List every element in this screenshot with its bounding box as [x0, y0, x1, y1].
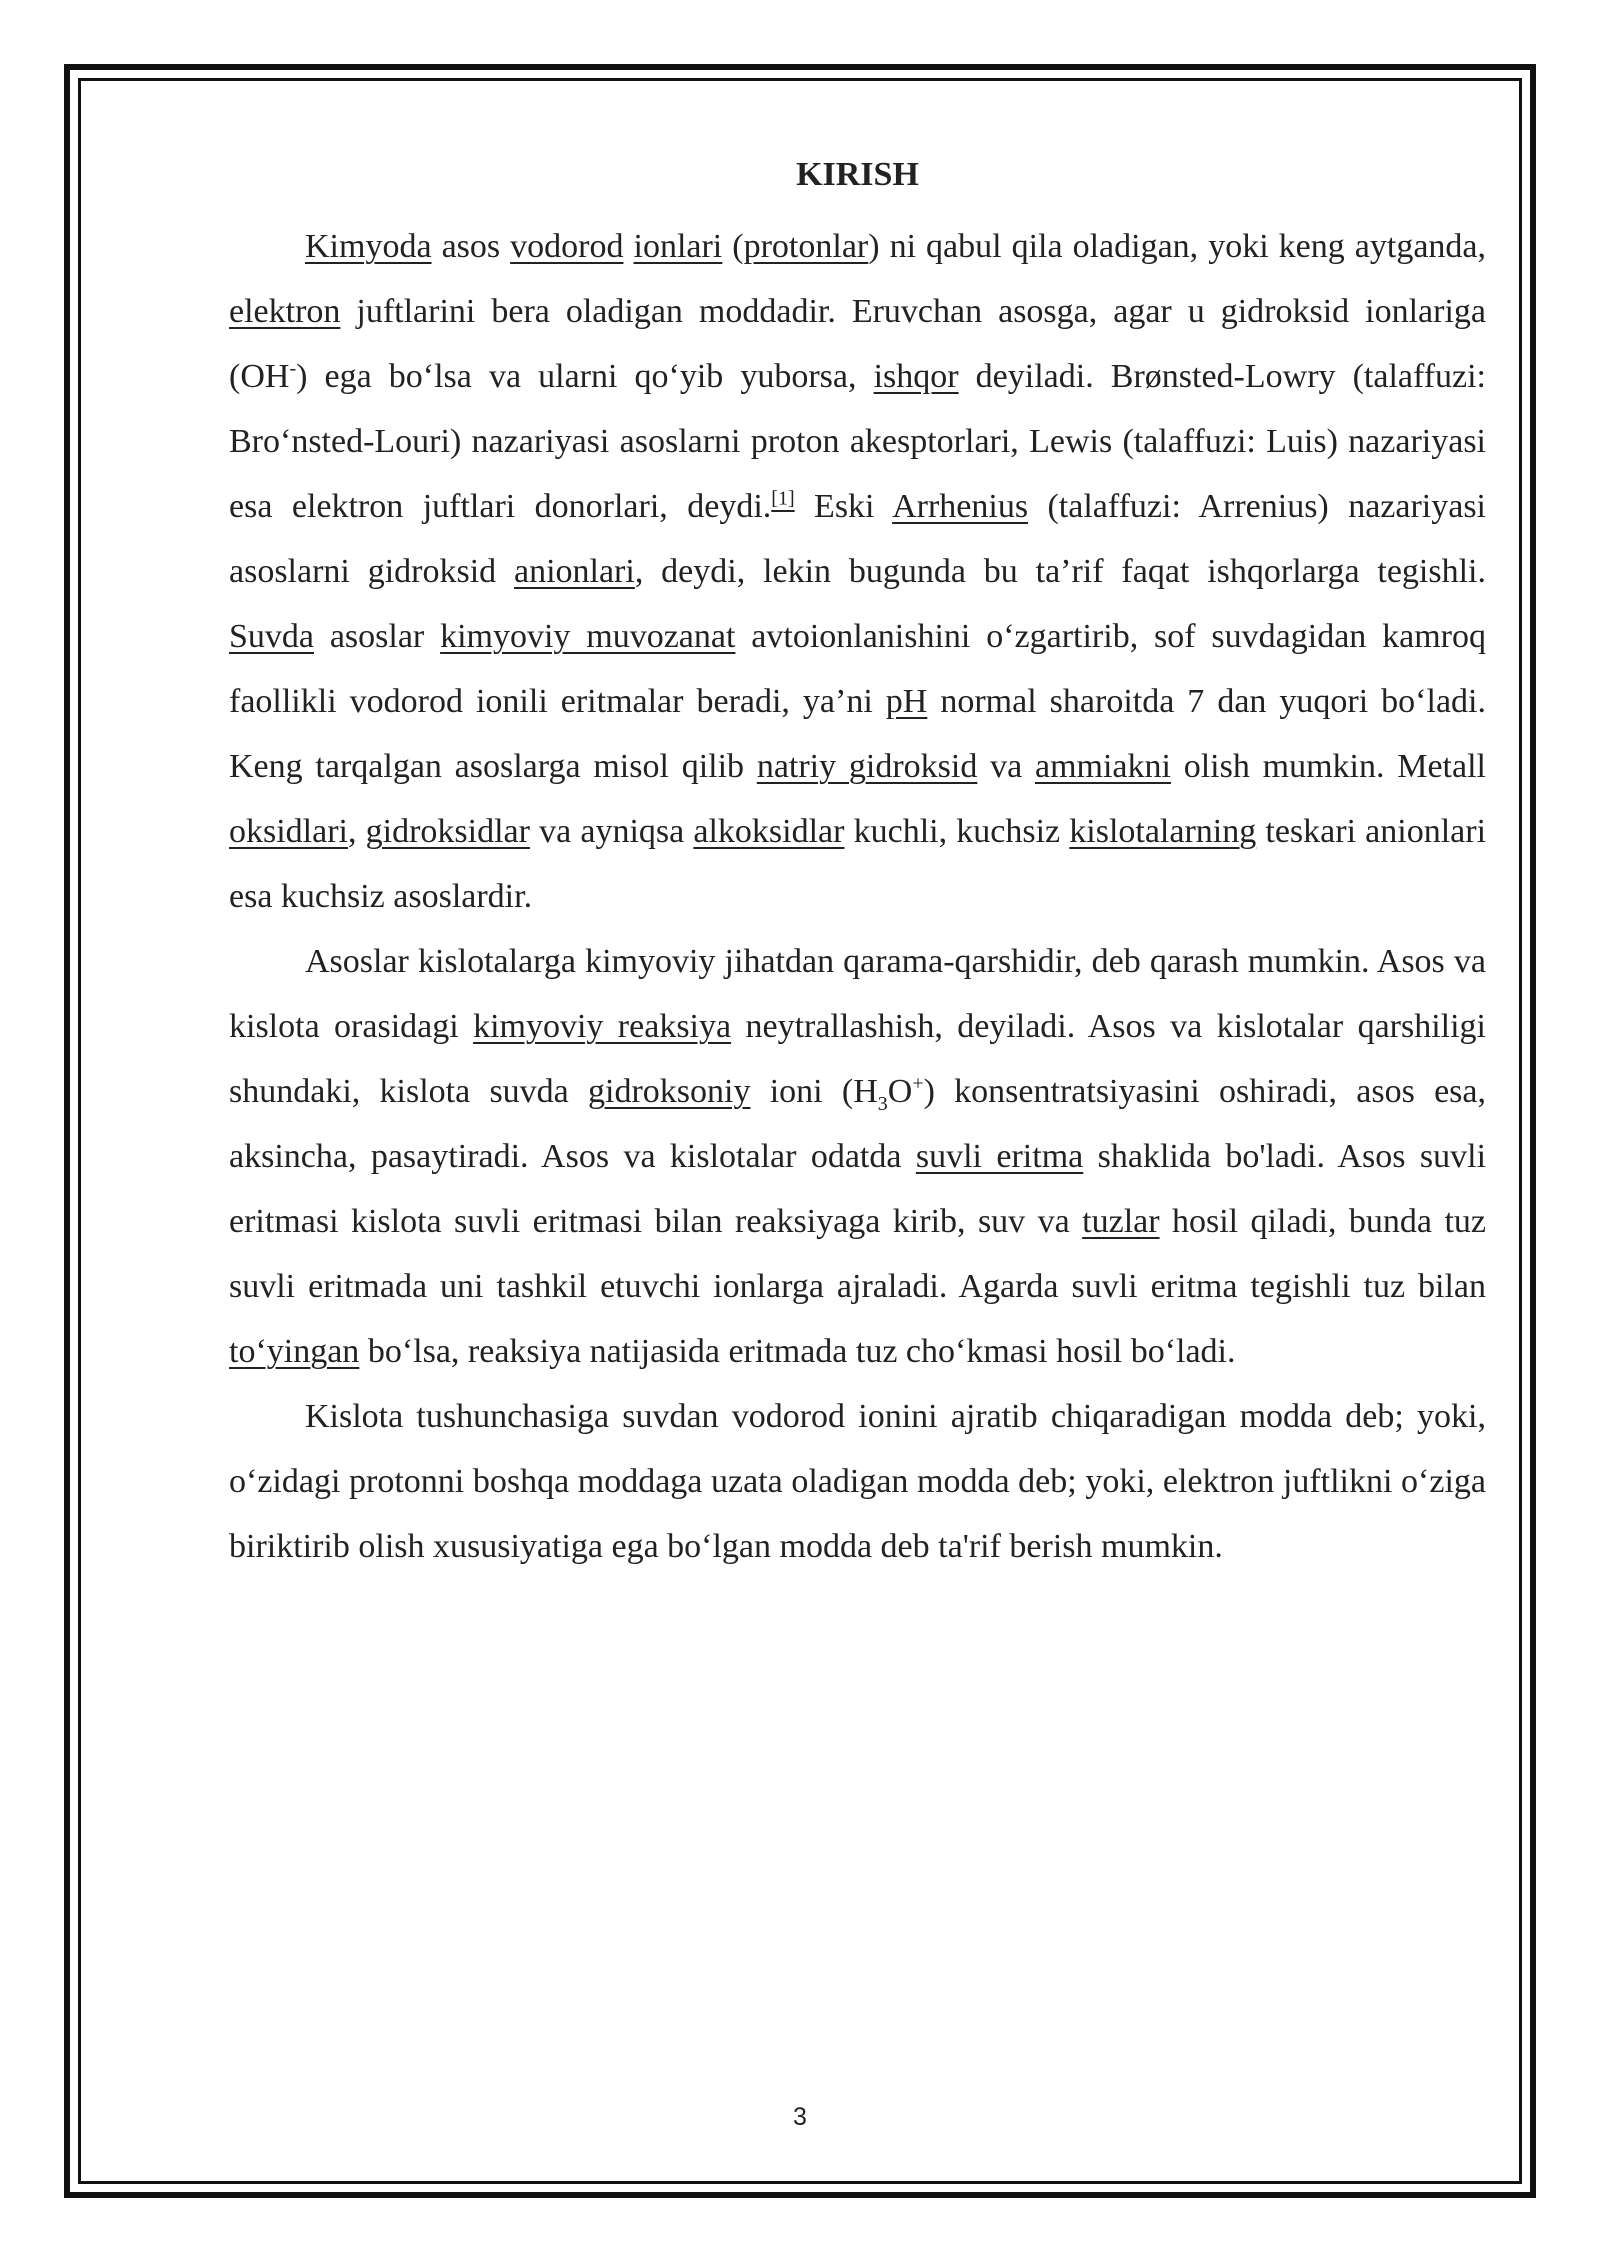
text-run: kuchli, kuchsiz: [844, 813, 1070, 850]
link-term[interactable]: Kimyoda: [305, 228, 432, 265]
text-run: shaklida bo'ladi. Asos suvli eritmasi kislota suvli eritmasi bilan reaksiyaga kirib, suv va: [229, 1138, 1487, 1240]
link-term[interactable]: Suvda: [229, 618, 314, 655]
link-term[interactable]: pH: [885, 683, 928, 720]
text-run: asoslar: [314, 618, 441, 655]
text-run: ) konsentratsiyasini oshiradi, asos esa, aksincha, pasaytiradi. Asos va kislotalar odatda: [229, 1073, 1486, 1175]
text-run: deyiladi. Brønsted-Lowry (talaffuzi: Bro‘nsted-Louri) nazariyasi asoslarni proton akesptorlari, Lewis (talaffuzi: Luis) nazariyasi esa elektron juftlari donorlari, deydi.: [229, 358, 1487, 525]
text-run: [623, 228, 633, 265]
text-run: neytrallashish, deyiladi. Asos va kislotalar qarshiligi shundaki, kislota suvda: [229, 1008, 1486, 1110]
page-number: 3: [793, 2103, 807, 2131]
link-term[interactable]: to‘yingan: [229, 1333, 360, 1370]
paragraph-1: [229, 214, 1486, 929]
link-term[interactable]: suvli eritma: [915, 1138, 1084, 1175]
text-run: avtoionlanishini o‘zgartirib, sof suvdagidan kamroq faollikli vodorod ionili eritmalar beradi, ya’ni: [229, 618, 1486, 720]
text-run: ) ega bo‘lsa va ularni qo‘yib yuborsa,: [296, 358, 874, 395]
text-run: teskari anionlari esa kuchsiz asoslardir.: [229, 813, 1487, 915]
text-run: hosil qiladi, bunda tuz suvli eritmada uni tashkil etuvchi ionlarga ajraladi. Agarda suvli eritma tegishli tuz bilan: [229, 1203, 1486, 1305]
link-term[interactable]: [1]: [771, 487, 795, 510]
link-term[interactable]: gidroksoniy: [588, 1073, 751, 1110]
text-run: (: [722, 228, 744, 265]
link-term[interactable]: ishqor: [873, 358, 959, 395]
link-term[interactable]: kimyoviy muvozanat: [440, 618, 736, 655]
text-run: Asoslar kislotalarga kimyoviy jihatdan qarama-qarshidir, deb qarash mumkin. Asos va kislota orasidagi: [229, 943, 1486, 1045]
paragraph-3: [229, 1384, 1486, 1579]
paragraph-2: [229, 929, 1486, 1384]
text-run: ,: [347, 813, 366, 850]
script-text: +: [912, 1072, 924, 1095]
text-run: (talaffuzi: Arrenius) nazariyasi asoslarni gidroksid: [229, 488, 1487, 590]
script-text: 3: [877, 1092, 888, 1115]
script-text: -: [289, 357, 297, 380]
text-run: juftlarini bera oladigan moddadir. Eruvchan asosga, agar u gidroksid ionlariga (OH: [229, 293, 1486, 395]
link-term[interactable]: elektron: [229, 293, 341, 330]
page-content: [229, 150, 1486, 1579]
text-run: , deydi, lekin bugunda bu ta’rif faqat ishqorlarga tegishli.: [634, 553, 1486, 590]
link-term[interactable]: protonlar: [743, 228, 869, 265]
text-run: Kislota tushunchasiga suvdan vodorod ionini ajratib chiqaradigan modda deb; yoki, o‘zidagi protonni boshqa moddaga uzata oladigan modda deb; yoki, elektron juftlikni o‘ziga biriktirib olish xususiyatiga ega bo‘lgan modda deb ta'rif berish mumkin.: [229, 1398, 1486, 1565]
link-term[interactable]: anionlari: [513, 553, 635, 590]
link-term[interactable]: ionlari: [633, 228, 723, 265]
text-run: Eski: [794, 488, 893, 525]
text-run: va: [977, 748, 1035, 785]
link-term[interactable]: ammiakni: [1034, 748, 1171, 785]
text-run: ioni (H: [750, 1073, 878, 1110]
link-term[interactable]: kimyoviy reaksiya: [473, 1008, 732, 1045]
page-title: KIRISH: [796, 156, 919, 193]
text-run: asos: [431, 228, 511, 265]
text-run: ) ni qabul qila oladigan, yoki keng aytganda,: [868, 228, 1486, 265]
text-run: bo‘lsa, reaksiya natijasida eritmada tuz cho‘kmasi hosil bo‘ladi.: [359, 1333, 1236, 1370]
text-run: olish mumkin. Metall: [1170, 748, 1486, 785]
link-term[interactable]: oksidlari: [229, 813, 348, 850]
text-run: va ayniqsa: [529, 813, 694, 850]
link-term[interactable]: alkoksidlar: [693, 813, 845, 850]
text-run: normal sharoitda 7 dan yuqori bo‘ladi. Keng tarqalgan asoslarga misol qilib: [229, 683, 1486, 785]
link-term[interactable]: Arrhenius: [892, 488, 1029, 525]
text-run: O: [887, 1073, 913, 1110]
link-term[interactable]: gidroksidlar: [365, 813, 530, 850]
link-term[interactable]: vodorod: [510, 228, 624, 265]
link-term[interactable]: kislotalarning: [1069, 813, 1257, 850]
link-term[interactable]: natriy gidroksid: [756, 748, 978, 785]
link-term[interactable]: tuzlar: [1082, 1203, 1160, 1240]
